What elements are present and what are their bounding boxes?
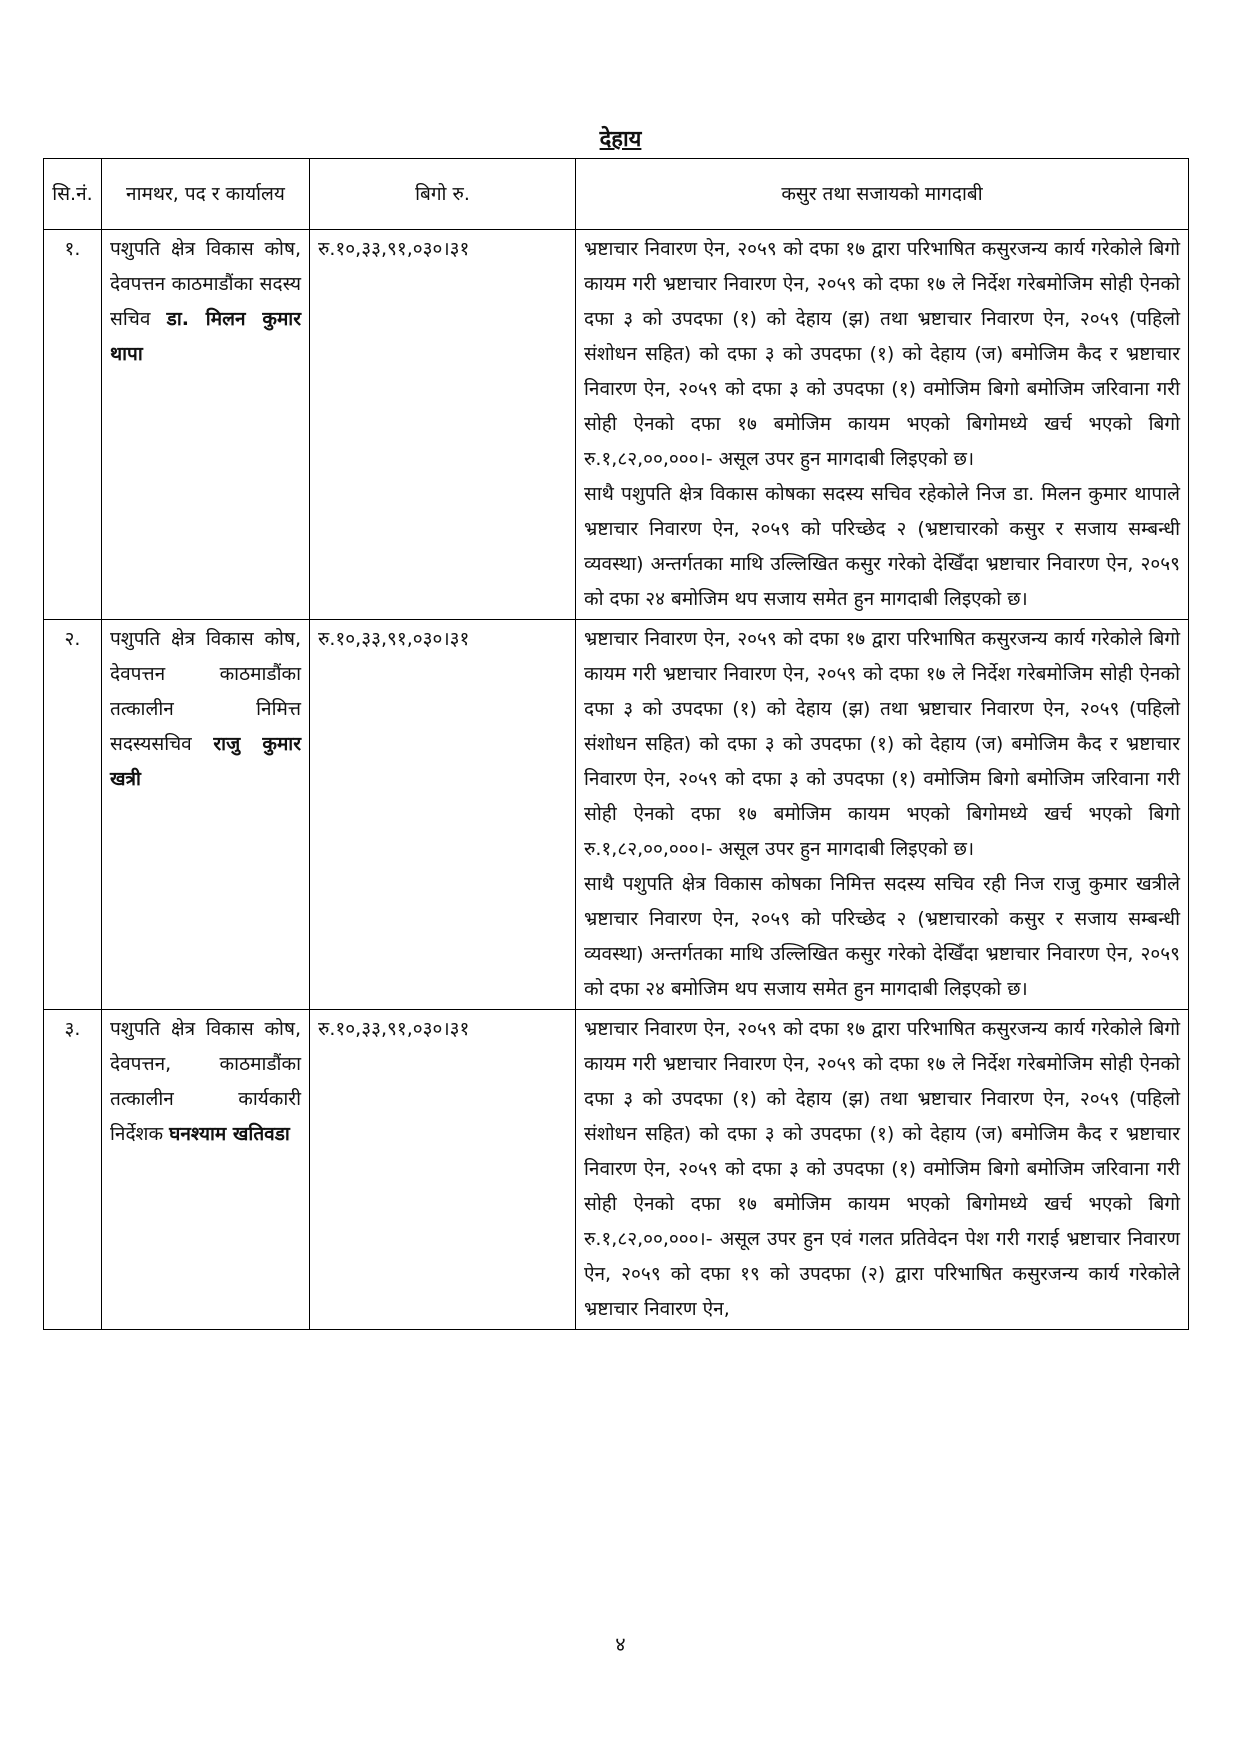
row-serial: १. [44,230,102,620]
table-row [44,230,1189,620]
header-amount: बिगो रु. [310,159,576,230]
charges-table [43,158,1189,1330]
header-charges: कसुर तथा सजायको मागदाबी [576,159,1189,230]
row-name-strong: घनश्याम खतिवडा [169,1123,290,1145]
row-name-strong: राजु कुमार खत्री [110,733,301,790]
row-charges-cell [576,1010,1189,1330]
row-serial: ३. [44,1010,102,1330]
table-row [44,1010,1189,1330]
row-name-prefix: पशुपति क्षेत्र विकास कोष, देवपत्तन, काठमाडौंका तत्कालीन कार्यकारी निर्देशक [110,1018,301,1145]
row-charges-paragraph: भ्रष्टाचार निवारण ऐन, २०५९ को दफा १७ द्वारा परिभाषित कसुरजन्य कार्य गरेकोले बिगो कायम गरी भ्रष्टाचार निवारण ऐन, २०५९ को दफा १७ ले निर्देश गरेबमोजिम सोही ऐनको दफा ३ को उपदफा (१) को देहाय (झ) तथा भ्रष्टाचार निवारण ऐन, २०५९ (पहिलो संशोधन सहित) को दफा ३ को उपदफा (१) को देहाय (ज) बमोजिम कैद र भ्रष्टाचार निवारण ऐन, २०५९ को दफा ३ को उपदफा (१) वमोजिम बिगो बमोजिम जरिवाना गरी सोही ऐनको दफा १७ बमोजिम कायम भएको बिगोमध्ये खर्च भएको बिगो रु.१,८२,००,०००।- असूल उपर हुन एवं गलत प्रतिवेदन पेश गरी गराई भ्रष्टाचार निवारण ऐन, २०५९ को दफा १९ को उपदफा (२) द्वारा परिभाषित कसुरजन्य कार्य गरेकोले भ्रष्टाचार निवारण ऐन, [584,1018,1180,1320]
row-charges-paragraph: साथै पशुपति क्षेत्र विकास कोषका निमित्त सदस्य सचिव रही निज राजु कुमार खत्रीले भ्रष्टाचार निवारण ऐन, २०५९ को परिच्छेद २ (भ्रष्टाचारको कसुर र सजाय सम्बन्धी व्यवस्था) अन्तर्गतका माथि उल्लिखित कसुर गरेको देखिँदा भ्रष्टाचार निवारण ऐन, २०५९ को दफा २४ बमोजिम थप सजाय समेत हुन मागदाबी लिइएको छ। [584,873,1180,1000]
row-name-cell [102,620,310,1010]
row-charges-paragraph: भ्रष्टाचार निवारण ऐन, २०५९ को दफा १७ द्वारा परिभाषित कसुरजन्य कार्य गरेकोले बिगो कायम गरी भ्रष्टाचार निवारण ऐन, २०५९ को दफा १७ ले निर्देश गरेबमोजिम सोही ऐनको दफा ३ को उपदफा (१) को देहाय (झ) तथा भ्रष्टाचार निवारण ऐन, २०५९ (पहिलो संशोधन सहित) को दफा ३ को उपदफा (१) को देहाय (ज) बमोजिम कैद र भ्रष्टाचार निवारण ऐन, २०५९ को दफा ३ को उपदफा (१) वमोजिम बिगो बमोजिम जरिवाना गरी सोही ऐनको दफा १७ बमोजिम कायम भएको बिगोमध्ये खर्च भएको बिगो रु.१,८२,००,०००।- असूल उपर हुन मागदाबी लिइएको छ। [584,238,1180,470]
row-charges-paragraph: साथै पशुपति क्षेत्र विकास कोषका सदस्य सचिव रहेकोले निज डा. मिलन कुमार थापाले भ्रष्टाचार निवारण ऐन, २०५९ को परिच्छेद २ (भ्रष्टाचारको कसुर र सजाय सम्बन्धी व्यवस्था) अन्तर्गतका माथि उल्लिखित कसुर गरेको देखिँदा भ्रष्टाचार निवारण ऐन, २०५९ को दफा २४ बमोजिम थप सजाय समेत हुन मागदाबी लिइएको छ। [584,483,1180,610]
row-serial: २. [44,620,102,1010]
row-amount: रु.१०,३३,९१,०३०।३१ [310,1010,576,1330]
row-name-cell [102,1010,310,1330]
row-name-prefix: पशुपति क्षेत्र विकास कोष, देवपत्तन काठमाडौंका तत्कालीन निमित्त सदस्यसचिव [110,628,301,755]
table-header-row [44,159,1189,230]
row-name-strong: डा. मिलन कुमार थापा [110,308,301,365]
row-amount: रु.१०,३३,९१,०३०।३१ [310,620,576,1010]
header-serial: सि.नं. [44,159,102,230]
row-charges-paragraph: भ्रष्टाचार निवारण ऐन, २०५९ को दफा १७ द्वारा परिभाषित कसुरजन्य कार्य गरेकोले बिगो कायम गरी भ्रष्टाचार निवारण ऐन, २०५९ को दफा १७ ले निर्देश गरेबमोजिम सोही ऐनको दफा ३ को उपदफा (१) को देहाय (झ) तथा भ्रष्टाचार निवारण ऐन, २०५९ (पहिलो संशोधन सहित) को दफा ३ को उपदफा (१) को देहाय (ज) बमोजिम कैद र भ्रष्टाचार निवारण ऐन, २०५९ को दफा ३ को उपदफा (१) वमोजिम बिगो बमोजिम जरिवाना गरी सोही ऐनको दफा १७ बमोजिम कायम भएको बिगोमध्ये खर्च भएको बिगो रु.१,८२,००,०००।- असूल उपर हुन मागदाबी लिइएको छ। [584,628,1180,860]
header-name-post-office: नामथर, पद र कार्यालय [102,159,310,230]
row-name-prefix: पशुपति क्षेत्र विकास कोष, देवपत्तन काठमाडौंका सदस्य सचिव [110,238,301,330]
page-number: ४ [615,1632,626,1656]
row-amount: रु.१०,३३,९१,०३०।३१ [310,230,576,620]
page-heading: देहाय [599,127,642,152]
row-name-cell [102,230,310,620]
table-row [44,620,1189,1010]
row-charges-cell [576,230,1189,620]
row-charges-cell [576,620,1189,1010]
